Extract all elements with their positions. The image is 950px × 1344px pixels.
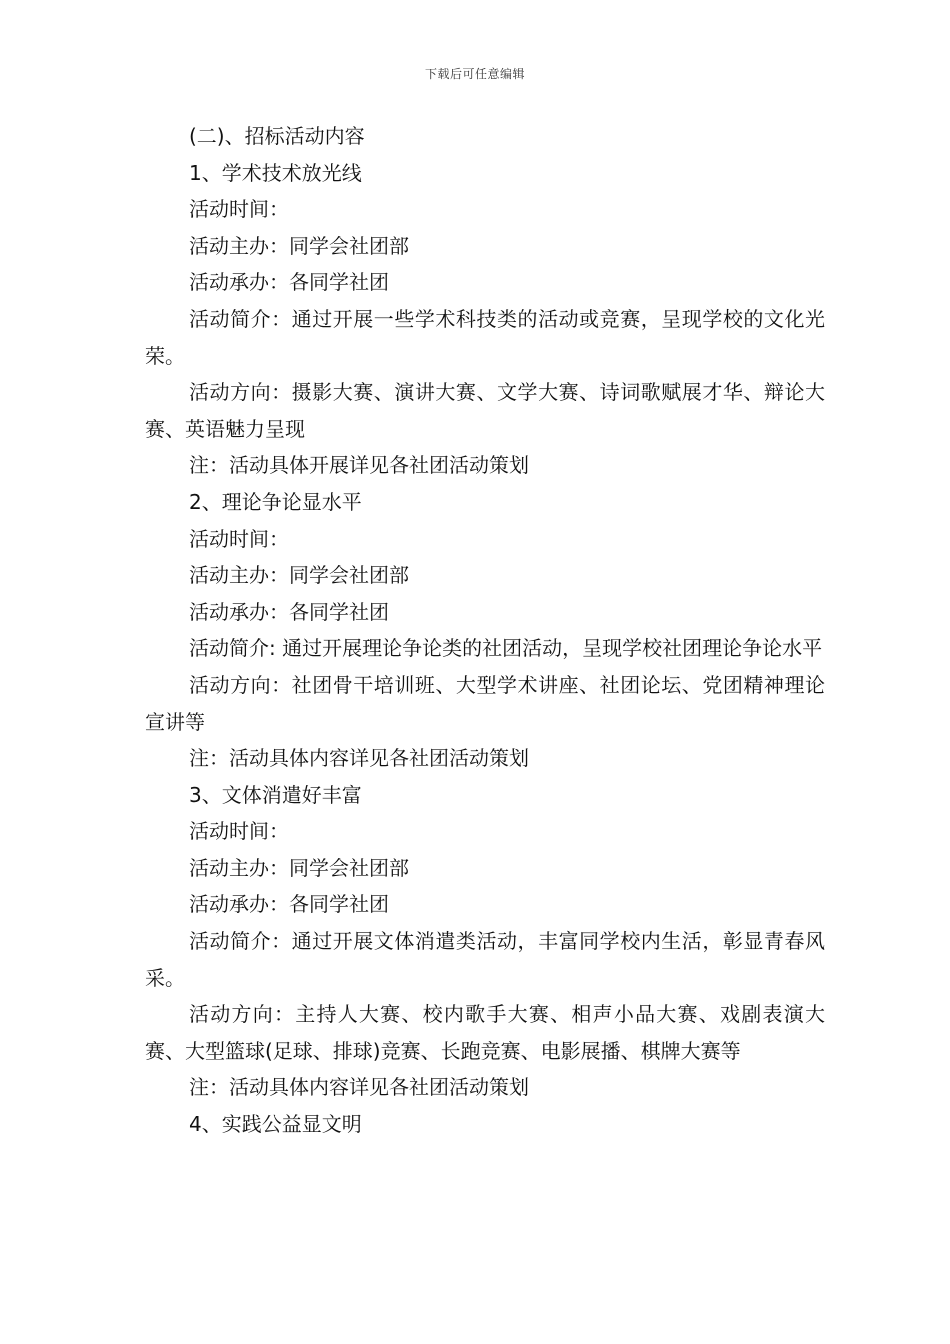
- subsection-heading: 2、理论争论显水平: [189, 489, 362, 514]
- subsection-heading: 4、实践公益显文明: [189, 1112, 362, 1137]
- activity-direction: 活动方向：社团骨干培训班、大型学术讲座、社团论坛、党团精神理论宣讲等: [145, 672, 825, 734]
- activity-direction: 活动方向：摄影大赛、演讲大赛、文学大赛、诗词歌赋展才华、辩论大赛、英语魅力呈现: [145, 380, 825, 441]
- activity-intro: 活动简介：通过开展一些学术科技类的活动或竞赛，呈现学校的文化光荣。: [145, 306, 825, 368]
- activity-intro: 活动简介：通过开展文体消遣类活动，丰富同学校内生活，彰显青春风采。: [145, 929, 825, 990]
- activity-time: 活动时间：: [189, 197, 289, 222]
- activity-intro: 活动简介: 通过开展理论争论类的社团活动，呈现学校社团理论争论水平: [189, 636, 823, 661]
- activity-organizer: 活动主办：同学会社团部: [189, 855, 409, 880]
- activity-note: 注：活动具体开展详见各社团活动策划: [189, 453, 529, 478]
- subsection-heading: 3、文体消遣好丰富: [189, 782, 362, 807]
- activity-note: 注：活动具体内容详见各社团活动策划: [189, 1075, 529, 1100]
- activity-undertaker: 活动承办：各同学社团: [189, 270, 389, 295]
- subsection-heading: 1、学术技术放光线: [189, 160, 362, 185]
- section-heading: (二)、招标活动内容: [189, 124, 365, 148]
- activity-time: 活动时间：: [189, 526, 289, 551]
- document-body: [145, 118, 825, 1143]
- activity-undertaker: 活动承办：各同学社团: [189, 599, 389, 624]
- activity-note: 注：活动具体内容详见各社团活动策划: [189, 746, 529, 771]
- activity-undertaker: 活动承办：各同学社团: [189, 892, 389, 917]
- activity-time: 活动时间：: [189, 819, 289, 844]
- activity-organizer: 活动主办：同学会社团部: [189, 233, 409, 258]
- page-header: 下载后可任意编辑: [424, 67, 525, 81]
- activity-direction: 活动方向：主持人大赛、校内歌手大赛、相声小品大赛、戏剧表演大赛、大型篮球(足球、排球)竞赛、长跑竞赛、电影展播、棋牌大赛等: [145, 1002, 825, 1063]
- activity-organizer: 活动主办：同学会社团部: [189, 563, 409, 588]
